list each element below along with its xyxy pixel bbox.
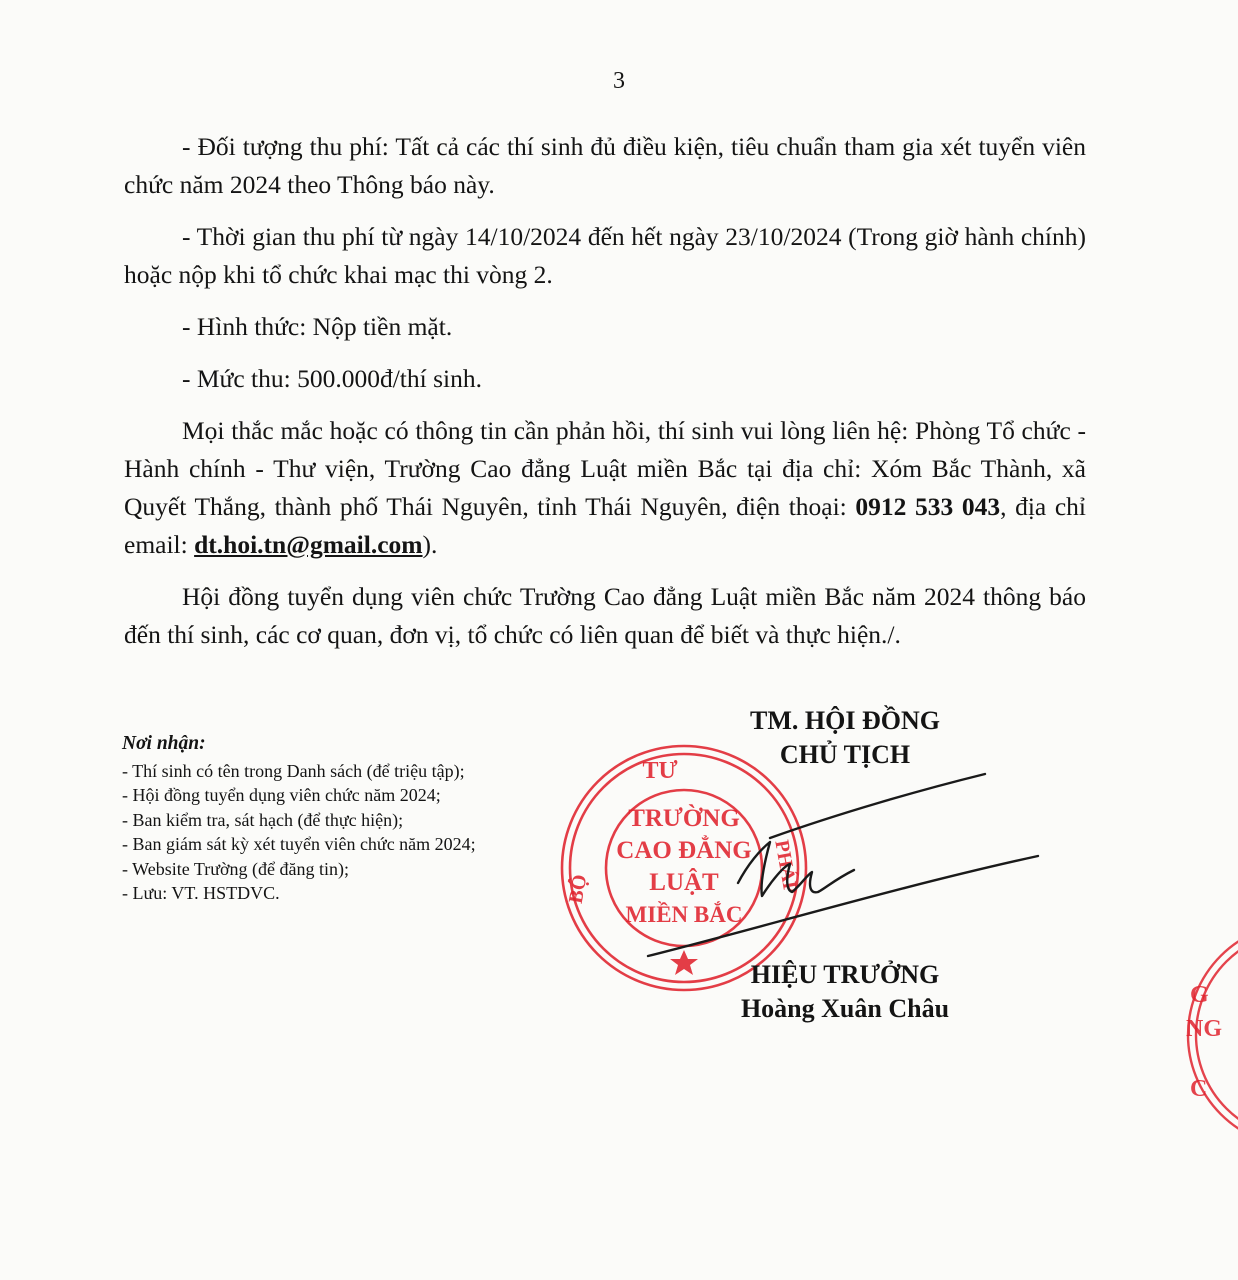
recipient-item: - Thí sinh có tên trong Danh sách (để triệu tập); bbox=[122, 760, 465, 781]
recipient-item: - Hội đồng tuyển dụng viên chức năm 2024; bbox=[122, 785, 441, 805]
stamp-left-text: BỘ bbox=[564, 872, 592, 906]
paragraph-closing: Hội đồng tuyển dụng viên chức Trường Cao đẳng Luật miền Bắc năm 2024 thông báo đến thí sinh, các cơ quan, đơn vị, tổ chức có liên quan để biết và thực hiện./. bbox=[124, 582, 1086, 649]
stamp-right-text: PHÁP bbox=[770, 838, 802, 896]
signature-title-3: HIỆU TRƯỞNG bbox=[750, 960, 940, 989]
recipient-item: - Ban giám sát kỳ xét tuyển viên chức năm 2024; bbox=[122, 834, 476, 854]
edge-letter: NG bbox=[1186, 1016, 1222, 1042]
paragraph-contact bbox=[124, 412, 1086, 564]
document-body bbox=[124, 128, 1086, 654]
paragraph-fee-amount: - Mức thu: 500.000đ/thí sinh. bbox=[182, 364, 482, 393]
signature-title-2: CHỦ TỊCH bbox=[779, 740, 911, 769]
recipient-item: - Website Trường (để đăng tin); bbox=[122, 858, 349, 879]
stamp-line-4: MIỀN BẮC bbox=[625, 902, 743, 927]
stamp-top-text: TƯ bbox=[642, 758, 678, 784]
signature-title-1: TM. HỘI ĐỒNG bbox=[750, 706, 940, 735]
edge-letter: G bbox=[1190, 982, 1209, 1008]
handwritten-signature bbox=[640, 768, 1050, 968]
stamp-line-1: TRƯỜNG bbox=[628, 805, 740, 832]
page-number: 3 bbox=[613, 68, 625, 94]
paragraph-fee-subjects: - Đối tượng thu phí: Tất cả các thí sinh đủ điều kiện, tiêu chuẩn tham gia xét tuyển viên chức năm 2024 theo Thông báo này. bbox=[124, 132, 1086, 199]
contact-phone: 0912 533 043 bbox=[855, 492, 1001, 521]
edge-letter: C bbox=[1190, 1076, 1208, 1102]
contact-text-3: ). bbox=[422, 530, 438, 559]
recipient-item: - Ban kiểm tra, sát hạch (để thực hiện); bbox=[122, 809, 404, 830]
paragraph-fee-form: - Hình thức: Nộp tiền mặt. bbox=[182, 312, 453, 341]
signer-name: Hoàng Xuân Châu bbox=[740, 994, 950, 1023]
recipient-item: - Lưu: VT. HSTDVC. bbox=[122, 883, 280, 903]
contact-email[interactable]: dt.hoi.tn@gmail.com bbox=[194, 530, 423, 559]
recipients-title: Nơi nhận: bbox=[122, 733, 206, 754]
adjacent-page-stamp bbox=[1150, 920, 1238, 1150]
stamp-line-2: CAO ĐẲNG bbox=[616, 837, 752, 864]
paragraph-fee-time: - Thời gian thu phí từ ngày 14/10/2024 đến hết ngày 23/10/2024 (Trong giờ hành chính) hoặc nộp khi tổ chức khai mạc thi vòng 2. bbox=[124, 222, 1086, 289]
contact-text: Mọi thắc mắc hoặc có thông tin cần phản hồi, thí sinh vui lòng liên hệ: Phòng Tổ chức - Hành chính - Thư viện, Trường Cao đẳng Luật miền Bắc tại địa chỉ: Xóm Bắc Thành, xã Quyết Thắng, thành phố Thái Nguyên, tỉnh Thái Nguyên, điện thoại: bbox=[124, 416, 1086, 521]
contact-text-2: , địa chỉ email: bbox=[124, 492, 1086, 559]
stamp-line-3: LUẬT bbox=[649, 869, 719, 896]
recipients-block bbox=[122, 732, 476, 906]
signature-footer bbox=[690, 958, 1000, 1026]
